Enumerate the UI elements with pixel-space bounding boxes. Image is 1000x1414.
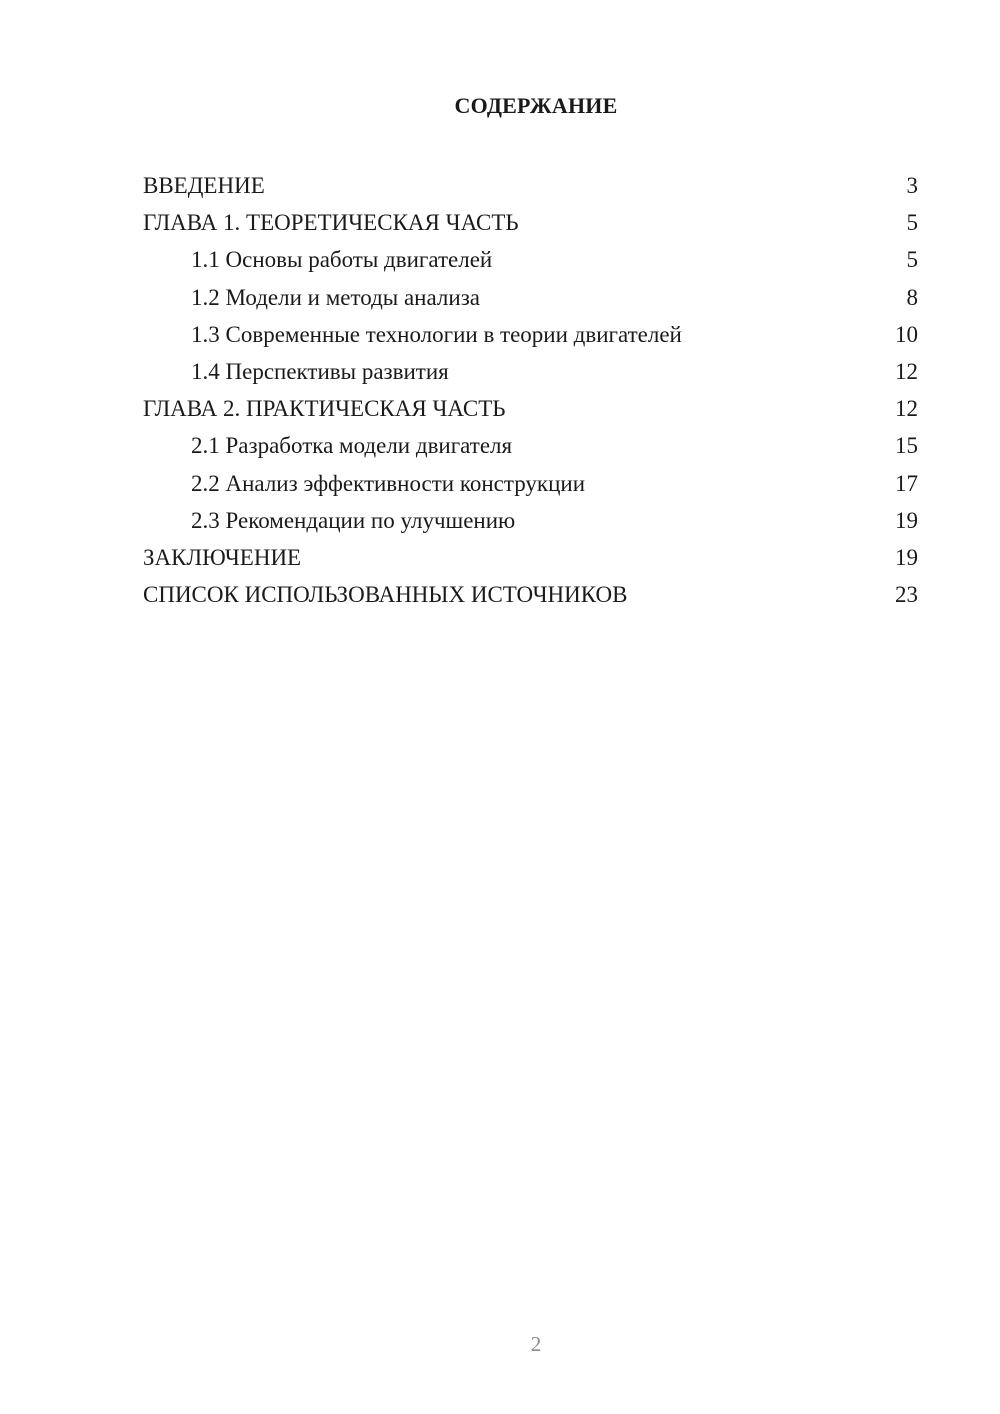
- toc-entry-label: 1.1 Основы работы двигателей: [191, 247, 493, 273]
- toc-entry-page: 19: [895, 544, 918, 570]
- toc-entry-label: 1.4 Перспективы развития: [191, 358, 449, 384]
- toc-entry-section-1-4[interactable]: [143, 353, 918, 390]
- toc-entry-page: 5: [906, 247, 918, 273]
- toc-entry-references[interactable]: [143, 576, 918, 613]
- toc-entry-label: ГЛАВА 1. ТЕОРЕТИЧЕСКАЯ ЧАСТЬ: [143, 210, 519, 236]
- toc-entry-section-1-3[interactable]: [143, 316, 918, 353]
- toc-entry-chapter-1[interactable]: [143, 204, 918, 241]
- toc-entry-section-1-1[interactable]: [143, 241, 918, 278]
- toc-entry-page: 23: [895, 582, 918, 608]
- toc-entry-page: 8: [906, 284, 918, 310]
- toc-entry-chapter-2[interactable]: [143, 390, 918, 427]
- toc-entry-page: 19: [895, 507, 918, 533]
- toc-entry-label: 2.3 Рекомендации по улучшению: [191, 507, 516, 533]
- toc-entry-label: 2.2 Анализ эффективности конструкции: [191, 470, 586, 496]
- toc-entry-page: 12: [895, 396, 918, 422]
- toc-entry-label: 1.2 Модели и методы анализа: [191, 284, 480, 310]
- toc-entry-conclusion[interactable]: [143, 539, 918, 576]
- toc-entry-section-2-3[interactable]: [143, 502, 918, 539]
- toc-entry-section-2-2[interactable]: [143, 465, 918, 502]
- toc-entry-page: 10: [895, 321, 918, 347]
- toc-entry-page: 5: [906, 210, 918, 236]
- toc-entry-page: 3: [906, 173, 918, 198]
- toc-entry-label: СПИСОК ИСПОЛЬЗОВАННЫХ ИСТОЧНИКОВ: [143, 582, 628, 608]
- toc-entry-section-2-1[interactable]: [143, 427, 918, 464]
- toc-entry-section-1-2[interactable]: [143, 279, 918, 316]
- toc-entry-label: ГЛАВА 2. ПРАКТИЧЕСКАЯ ЧАСТЬ: [143, 396, 506, 422]
- toc-entry-label: ВВЕДЕНИЕ: [143, 173, 265, 198]
- toc-entry-label: ЗАКЛЮЧЕНИЕ: [143, 544, 302, 570]
- page-number: 2: [530, 1332, 542, 1356]
- toc-entry-label: 1.3 Современные технологии в теории двигателей: [191, 321, 682, 347]
- toc-title: СОДЕРЖАНИЕ: [454, 93, 618, 118]
- toc-entry-page: 17: [895, 470, 918, 496]
- toc-entry-introduction[interactable]: [143, 167, 918, 204]
- toc-entry-label: 2.1 Разработка модели двигателя: [191, 433, 513, 459]
- table-of-contents: [143, 167, 918, 613]
- toc-entry-page: 15: [895, 433, 918, 459]
- toc-entry-page: 12: [895, 358, 918, 384]
